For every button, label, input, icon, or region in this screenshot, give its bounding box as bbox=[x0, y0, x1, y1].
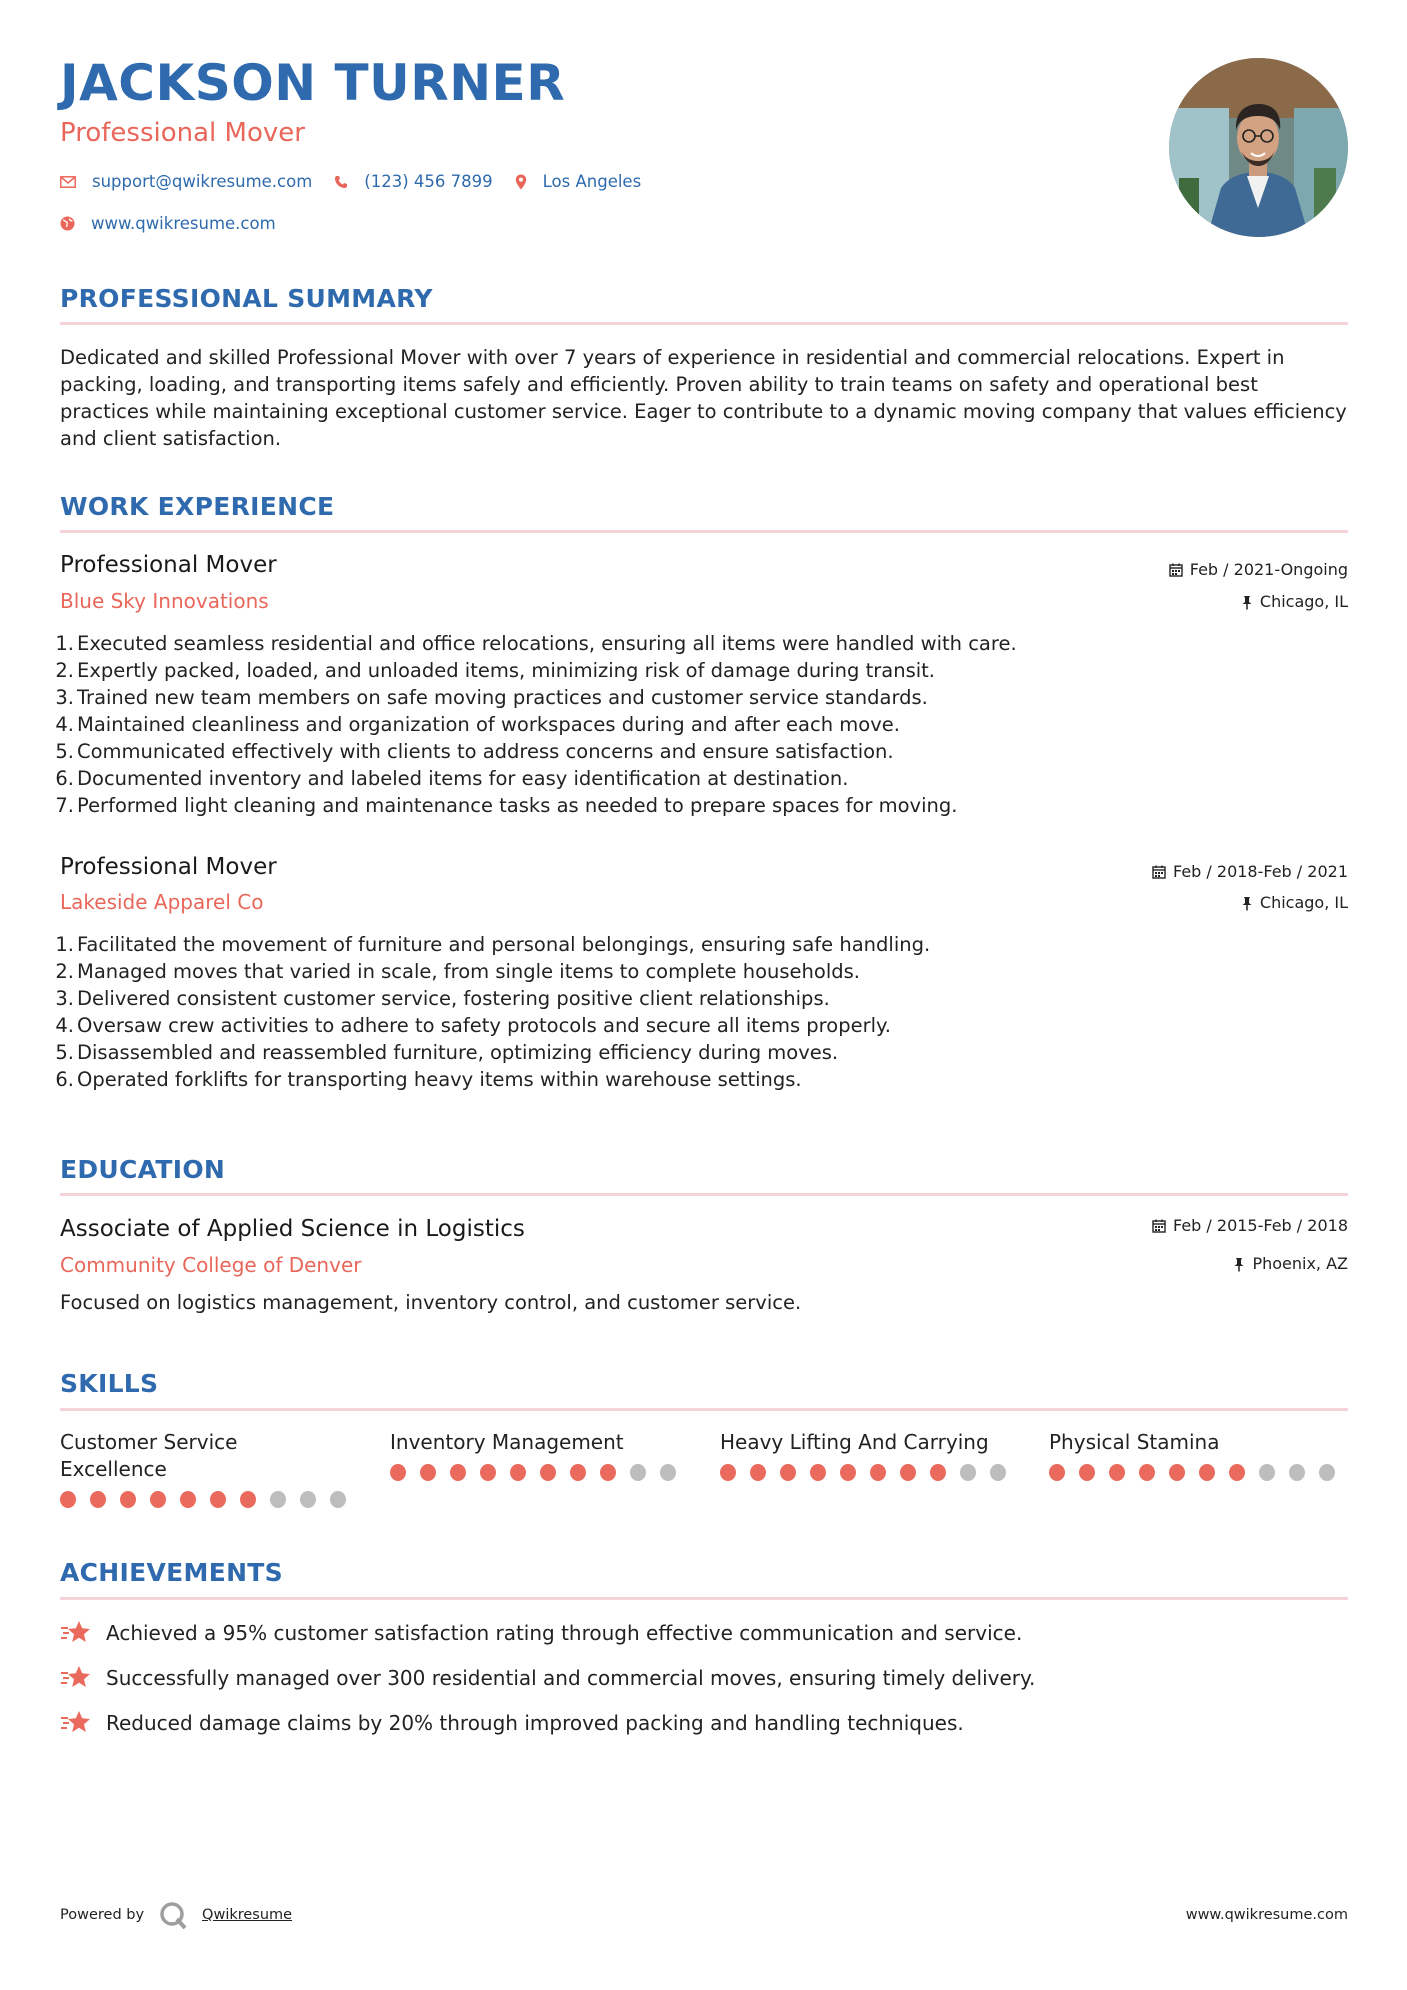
education-location-text: Phoenix, AZ bbox=[1252, 1254, 1348, 1273]
pin-icon bbox=[1241, 896, 1253, 911]
skill-dot-empty bbox=[960, 1464, 976, 1481]
skill-name: Physical Stamina bbox=[1049, 1430, 1220, 1454]
experience-divider bbox=[60, 530, 1348, 533]
footer-powered-by bbox=[60, 1900, 292, 1930]
list-item: 4. Maintained cleanliness and organization of workspaces during and after each move. bbox=[55, 713, 900, 736]
skill-rating bbox=[720, 1464, 1020, 1481]
skill-dot-filled bbox=[240, 1491, 256, 1508]
list-item: 2. Expertly packed, loaded, and unloaded items, minimizing risk of damage during transit. bbox=[55, 659, 935, 682]
job-dates bbox=[1152, 864, 1348, 880]
skill-name: Customer Service Excellence bbox=[60, 1430, 238, 1481]
location-text: Los Angeles bbox=[542, 172, 642, 191]
skill-dot-filled bbox=[480, 1464, 496, 1481]
email-text[interactable]: support@qwikresume.com bbox=[92, 172, 313, 191]
job-bullets bbox=[55, 630, 1300, 819]
achievement-text: Reduced damage claims by 20% through improved packing and handling techniques. bbox=[106, 1711, 964, 1735]
skill-dot-empty bbox=[1289, 1464, 1305, 1481]
qwikresume-link[interactable]: Qwikresume bbox=[202, 1907, 293, 1923]
skill-dot-empty bbox=[330, 1491, 346, 1508]
phone-item[interactable] bbox=[334, 172, 492, 191]
list-item: 2. Managed moves that varied in scale, from single items to complete households. bbox=[55, 960, 860, 983]
skill-dot-filled bbox=[1139, 1464, 1155, 1481]
skill-dot-filled bbox=[900, 1464, 916, 1481]
list-item: 4. Oversaw crew activities to adhere to safety protocols and secure all items properly. bbox=[55, 1014, 891, 1037]
education-dates-text: Feb / 2015-Feb / 2018 bbox=[1173, 1216, 1348, 1235]
skill-dot-empty bbox=[1259, 1464, 1275, 1481]
job-location bbox=[1241, 594, 1348, 610]
skill-item bbox=[390, 1429, 690, 1481]
list-item: 6. Operated forklifts for transporting heavy items within warehouse settings. bbox=[55, 1068, 802, 1091]
envelope-icon bbox=[60, 176, 76, 188]
skill-rating bbox=[390, 1464, 690, 1481]
job-company: Lakeside Apparel Co bbox=[60, 890, 264, 914]
skill-dot-filled bbox=[930, 1464, 946, 1481]
star-badge-icon bbox=[60, 1620, 92, 1646]
skill-dot-filled bbox=[180, 1491, 196, 1508]
skill-dot-empty bbox=[270, 1491, 286, 1508]
star-badge-icon bbox=[60, 1665, 92, 1691]
achievement-item bbox=[60, 1620, 1022, 1646]
pin-icon bbox=[1233, 1257, 1245, 1272]
map-pin-icon bbox=[515, 174, 527, 190]
job-dates-text: Feb / 2018-Feb / 2021 bbox=[1173, 862, 1348, 881]
profile-photo-illustration bbox=[1169, 58, 1348, 237]
skill-dot-filled bbox=[210, 1491, 226, 1508]
skill-dot-filled bbox=[1229, 1464, 1245, 1481]
skill-dot-empty bbox=[990, 1464, 1006, 1481]
star-badge-icon bbox=[60, 1710, 92, 1736]
skill-dot-filled bbox=[720, 1464, 736, 1481]
job-location-text: Chicago, IL bbox=[1259, 893, 1348, 912]
calendar-icon bbox=[1152, 1219, 1166, 1233]
powered-by-label: Powered by bbox=[60, 1907, 145, 1923]
skill-dot-filled bbox=[1079, 1464, 1095, 1481]
website-row bbox=[60, 214, 298, 233]
skill-dot-filled bbox=[1049, 1464, 1065, 1481]
education-divider bbox=[60, 1193, 1348, 1196]
summary-text: Dedicated and skilled Professional Mover with over 7 years of experience in residential and commercial relocations. Expert in packing, loading, and transporting items safely and efficiently. Proven ability to train teams on safety and operational best practices while maintaining exceptional customer service. Eager to contribute to a dynamic moving company that values efficiency and client satisfaction. bbox=[60, 346, 1347, 450]
skill-dot-filled bbox=[150, 1491, 166, 1508]
skills-divider bbox=[60, 1408, 1348, 1411]
skill-item bbox=[60, 1429, 360, 1508]
list-item: 1. Facilitated the movement of furniture and personal belongings, ensuring safe handling. bbox=[55, 933, 931, 956]
skill-dot-filled bbox=[810, 1464, 826, 1481]
pin-icon bbox=[1241, 595, 1253, 610]
skill-dot-empty bbox=[300, 1491, 316, 1508]
skill-dot-filled bbox=[750, 1464, 766, 1481]
skill-dot-filled bbox=[1169, 1464, 1185, 1481]
resume-page bbox=[55, 0, 1348, 1990]
achievements-heading: ACHIEVEMENTS bbox=[60, 1558, 283, 1587]
calendar-icon bbox=[1152, 865, 1166, 879]
education-school: Community College of Denver bbox=[60, 1253, 362, 1277]
skill-dot-filled bbox=[450, 1464, 466, 1481]
job-title: Professional Mover bbox=[60, 552, 277, 578]
skill-dot-filled bbox=[600, 1464, 616, 1481]
education-dates bbox=[1152, 1218, 1348, 1234]
job-location bbox=[1241, 895, 1348, 911]
skill-dot-filled bbox=[510, 1464, 526, 1481]
skill-dot-filled bbox=[1109, 1464, 1125, 1481]
experience-heading: WORK EXPERIENCE bbox=[60, 492, 335, 521]
email-item[interactable] bbox=[60, 172, 312, 191]
job-dates bbox=[1169, 562, 1348, 578]
list-item: 6. Documented inventory and labeled items for easy identification at destination. bbox=[55, 767, 849, 790]
list-item: 1. Executed seamless residential and office relocations, ensuring all items were handled with care. bbox=[55, 632, 1017, 655]
summary-divider bbox=[60, 322, 1348, 325]
achievement-text: Achieved a 95% customer satisfaction rating through effective communication and service. bbox=[106, 1621, 1023, 1645]
skill-name: Heavy Lifting And Carrying bbox=[720, 1430, 989, 1454]
list-item: 5. Disassembled and reassembled furniture, optimizing efficiency during moves. bbox=[55, 1041, 839, 1064]
globe-icon bbox=[60, 216, 75, 231]
phone-text[interactable]: (123) 456 7899 bbox=[364, 172, 493, 191]
skill-dot-filled bbox=[420, 1464, 436, 1481]
profile-photo bbox=[1169, 58, 1348, 237]
footer-url[interactable]: www.qwikresume.com bbox=[1185, 1907, 1348, 1923]
skill-dot-filled bbox=[780, 1464, 796, 1481]
phone-icon bbox=[334, 175, 348, 189]
job-title: Professional Mover bbox=[60, 854, 277, 880]
job-company: Blue Sky Innovations bbox=[60, 589, 269, 613]
skill-dot-empty bbox=[660, 1464, 676, 1481]
skill-dot-filled bbox=[870, 1464, 886, 1481]
education-heading: EDUCATION bbox=[60, 1155, 226, 1184]
website-text[interactable]: www.qwikresume.com bbox=[91, 214, 276, 233]
achievement-text: Successfully managed over 300 residential and commercial moves, ensuring timely delivery. bbox=[106, 1666, 1036, 1690]
skill-rating bbox=[1049, 1464, 1349, 1481]
skill-dot-filled bbox=[60, 1491, 76, 1508]
skill-dot-filled bbox=[90, 1491, 106, 1508]
summary-heading: PROFESSIONAL SUMMARY bbox=[60, 284, 433, 313]
skills-heading: SKILLS bbox=[60, 1369, 159, 1398]
location-item bbox=[515, 172, 642, 191]
skill-dot-empty bbox=[630, 1464, 646, 1481]
skill-name: Inventory Management bbox=[390, 1430, 624, 1454]
job-location-text: Chicago, IL bbox=[1259, 592, 1348, 611]
qwikresume-logo-icon bbox=[158, 1900, 188, 1930]
skill-dot-filled bbox=[570, 1464, 586, 1481]
candidate-name: JACKSON TURNER bbox=[60, 54, 566, 112]
job-dates-text: Feb / 2021-Ongoing bbox=[1189, 560, 1348, 579]
website-item[interactable] bbox=[60, 214, 276, 233]
skill-dot-empty bbox=[1319, 1464, 1335, 1481]
skill-item bbox=[720, 1429, 1020, 1481]
skill-dot-filled bbox=[840, 1464, 856, 1481]
education-degree: Associate of Applied Science in Logistics bbox=[60, 1216, 525, 1242]
contact-row bbox=[60, 172, 663, 191]
achievement-item bbox=[60, 1710, 964, 1736]
skill-item bbox=[1049, 1429, 1349, 1481]
job-bullets bbox=[55, 931, 1300, 1093]
list-item: 7. Performed light cleaning and maintenance tasks as needed to prepare spaces for moving. bbox=[55, 794, 958, 817]
list-item: 3. Delivered consistent customer service, fostering positive client relationships. bbox=[55, 987, 830, 1010]
candidate-title: Professional Mover bbox=[60, 118, 305, 148]
skill-dot-filled bbox=[540, 1464, 556, 1481]
list-item: 3. Trained new team members on safe moving practices and customer service standards. bbox=[55, 686, 928, 709]
skill-dot-filled bbox=[390, 1464, 406, 1481]
skill-dot-filled bbox=[120, 1491, 136, 1508]
achievement-item bbox=[60, 1665, 1035, 1691]
skill-dot-filled bbox=[1199, 1464, 1215, 1481]
skill-rating bbox=[60, 1491, 360, 1508]
education-location bbox=[1233, 1256, 1348, 1272]
list-item: 5. Communicated effectively with clients to address concerns and ensure satisfaction. bbox=[55, 740, 894, 763]
education-description: Focused on logistics management, inventory control, and customer service. bbox=[60, 1291, 802, 1314]
calendar-icon bbox=[1169, 563, 1183, 577]
achievements-divider bbox=[60, 1597, 1348, 1600]
